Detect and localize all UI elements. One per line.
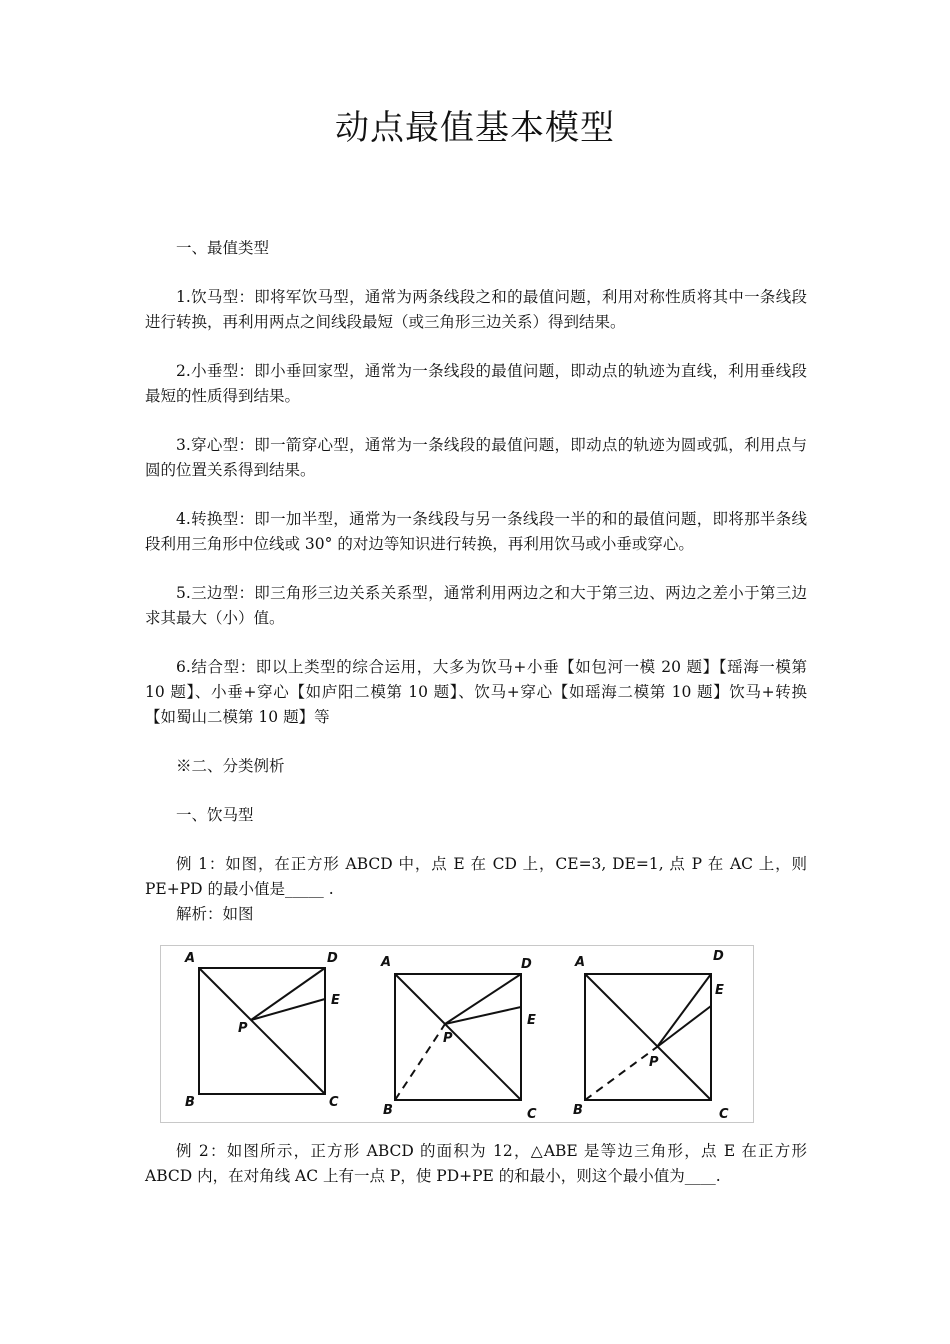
label-p: P <box>649 1055 659 1070</box>
paragraph-type-5: 5.三边型：即三角形三边关系关系型，通常利用两边之和大于第三边、两边之差小于第三边求其最大（小）值。 <box>145 584 807 627</box>
label-c: C <box>719 1107 729 1122</box>
label-p: P <box>443 1031 453 1046</box>
label-a: A <box>381 955 392 970</box>
label-b: B <box>573 1103 583 1118</box>
analysis-label: 解析：如图 <box>176 905 254 923</box>
document-body <box>145 236 807 1189</box>
paragraph-type-4: 4.转换型：即一加半型，通常为一条线段与另一条线段一半的和的最值问题，即将那半条线段利用三角形中位线或 30° 的对边等知识进行转换，再利用饮马或小垂或穿心。 <box>145 510 807 553</box>
label-c: C <box>329 1095 339 1110</box>
label-e: E <box>527 1013 536 1028</box>
label-d: D <box>713 949 724 964</box>
section-heading: 一、饮马型 <box>176 806 254 824</box>
paragraph-type-3: 3.穿心型：即一箭穿心型，通常为一条线段的最值问题，即动点的轨迹为圆或弧，利用点与圆的位置关系得到结果。 <box>145 436 807 479</box>
geometry-diagrams <box>161 946 755 1124</box>
paragraph-type-6: 6.结合型：即以上类型的综合运用，大多为饮马+小垂【如包河一模 20 题】【瑶海一模第 10 题】、小垂+穿心【如庐阳二模第 10 题】、饮马+穿心【如瑶海二模第 10 题】饮马+转换【如蜀山二模第 10 题】等 <box>145 658 807 726</box>
example-1: 例 1：如图，在正方形 ABCD 中，点 E 在 CD 上，CE=3, DE=1, 点 P 在 AC 上，则 PE+PD 的最小值是_____ . <box>145 855 807 898</box>
section-heading: 一、最值类型 <box>176 239 270 257</box>
diagram-1 <box>199 968 325 1094</box>
page-title: 动点最值基本模型 <box>335 108 615 148</box>
paragraph-type-1: 1.饮马型：即将军饮马型，通常为两条线段之和的最值问题，利用对称性质将其中一条线段进行转换，再利用两点之间线段最短（或三角形三边关系）得到结果。 <box>145 288 807 331</box>
example-2: 例 2：如图所示，正方形 ABCD 的面积为 12，△ABE 是等边三角形，点 E 在正方形 ABCD 内，在对角线 AC 上有一点 P，使 PD+PE 的和最小，则这个最小值为____. <box>145 1142 807 1185</box>
label-p: P <box>238 1021 248 1036</box>
diagram-3 <box>585 974 711 1100</box>
label-b: B <box>383 1103 393 1118</box>
label-a: A <box>185 951 196 966</box>
label-e: E <box>331 993 340 1008</box>
geometry-figure <box>160 945 754 1123</box>
label-a: A <box>575 955 586 970</box>
label-b: B <box>185 1095 195 1110</box>
section-heading: ※二、分类例析 <box>176 757 285 775</box>
diagram-2 <box>395 974 521 1100</box>
label-d: D <box>521 957 532 972</box>
label-e: E <box>715 983 724 998</box>
label-c: C <box>527 1107 537 1122</box>
paragraph-type-2: 2.小垂型：即小垂回家型，通常为一条线段的最值问题，即动点的轨迹为直线，利用垂线段最短的性质得到结果。 <box>145 362 807 405</box>
label-d: D <box>327 951 338 966</box>
